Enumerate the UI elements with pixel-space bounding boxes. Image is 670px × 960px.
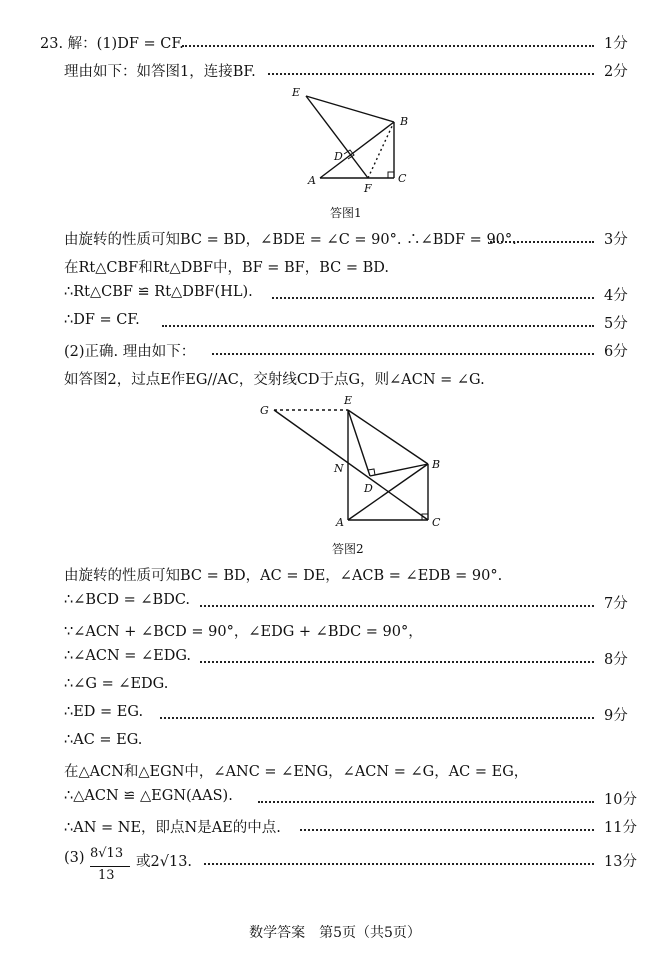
line-text: ∴AN = NE，即点N是AE的中点. bbox=[64, 820, 281, 836]
score: 3分 bbox=[604, 232, 628, 248]
part3-suffix: 或2√13. bbox=[136, 854, 193, 870]
leader-dots bbox=[300, 829, 594, 831]
score: 13分 bbox=[604, 854, 637, 870]
label-B: B bbox=[432, 458, 441, 471]
leader-dots bbox=[182, 45, 594, 47]
leader-dots bbox=[204, 863, 594, 865]
label-A: A bbox=[308, 174, 316, 187]
score: 1分 bbox=[604, 36, 628, 52]
answer-line bbox=[0, 760, 670, 786]
answer-line bbox=[0, 704, 670, 730]
score: 10分 bbox=[604, 792, 637, 808]
answer-line bbox=[0, 676, 670, 702]
leader-dots bbox=[272, 297, 594, 299]
label-C: C bbox=[398, 172, 407, 185]
answer-line bbox=[0, 228, 670, 254]
answer-line bbox=[0, 340, 670, 366]
leader-dots bbox=[212, 353, 594, 355]
answer-line bbox=[0, 312, 670, 338]
line-text: (2)正确. 理由如下： bbox=[64, 344, 196, 360]
score: 5分 bbox=[604, 316, 628, 332]
line-text: ∵∠ACN + ∠BCD = 90°，∠EDG + ∠BDC = 90°， bbox=[64, 624, 423, 640]
score: 8分 bbox=[604, 652, 628, 668]
line-text: 在△ACN和△EGN中，∠ANC = ∠ENG，∠ACN = ∠G，AC = EG， bbox=[64, 764, 529, 780]
figure-2-caption: 答图2 bbox=[332, 542, 364, 556]
answer-line bbox=[0, 732, 670, 758]
segment-ED bbox=[348, 410, 370, 476]
line-text: 理由如下：如答图1，连接BF. bbox=[64, 64, 256, 80]
leader-dots bbox=[200, 605, 594, 607]
label-D: D bbox=[334, 150, 343, 163]
leader-dots bbox=[258, 801, 594, 803]
answer-line bbox=[0, 788, 670, 814]
answer-line bbox=[0, 60, 670, 86]
score: 6分 bbox=[604, 344, 628, 360]
line-text: ∴∠BCD = ∠BDC. bbox=[64, 592, 191, 608]
label-N: N bbox=[334, 462, 344, 475]
line-text: ∴∠ACN = ∠EDG. bbox=[64, 648, 192, 664]
answer-line bbox=[0, 256, 670, 282]
label-F: F bbox=[364, 182, 372, 195]
segment-BF-dotted bbox=[368, 122, 394, 178]
leader-dots bbox=[268, 73, 594, 75]
segment-EB bbox=[306, 96, 394, 122]
figure-1-diagram bbox=[280, 84, 420, 198]
answer-line bbox=[0, 648, 670, 674]
score: 9分 bbox=[604, 708, 628, 724]
label-E: E bbox=[292, 86, 301, 99]
label-A: A bbox=[336, 516, 344, 529]
line-text: ∴DF = CF. bbox=[64, 312, 140, 328]
leader-dots bbox=[162, 325, 594, 327]
score: 7分 bbox=[604, 596, 628, 612]
page-footer: 数学答案 第5页（共5页） bbox=[249, 925, 421, 941]
line-text: 由旋转的性质可知BC = BD，AC = DE，∠ACB = ∠EDB = 90°. bbox=[64, 568, 503, 584]
line-text: ∴Rt△CBF ≌ Rt△DBF(HL). bbox=[64, 284, 253, 300]
line-text: 在Rt△CBF和Rt△DBF中，BF = BF，BC = BD. bbox=[64, 260, 390, 276]
leader-dots bbox=[490, 241, 594, 243]
line-text: ∴△ACN ≌ △EGN(AAS). bbox=[64, 788, 233, 804]
score: 4分 bbox=[604, 288, 628, 304]
segment-EB bbox=[348, 410, 428, 464]
figure-2-diagram bbox=[256, 392, 456, 538]
score: 2分 bbox=[604, 64, 628, 80]
label-C: C bbox=[432, 516, 441, 529]
answer-line bbox=[0, 284, 670, 310]
line-text: ∴AC = EG. bbox=[64, 732, 143, 748]
segment-GC bbox=[274, 410, 428, 520]
answer-line bbox=[0, 592, 670, 618]
answer-line bbox=[0, 816, 670, 842]
label-G: G bbox=[260, 404, 269, 417]
line-text: ∴ED = EG. bbox=[64, 704, 144, 720]
label-E: E bbox=[344, 394, 353, 407]
leader-dots bbox=[200, 661, 594, 663]
figure-1-caption: 答图1 bbox=[330, 206, 362, 220]
score: 11分 bbox=[604, 820, 637, 836]
answer-line bbox=[0, 620, 670, 646]
leader-dots bbox=[160, 717, 594, 719]
fraction-bar bbox=[90, 866, 130, 867]
fraction-denominator: 13 bbox=[98, 868, 115, 883]
line-text: 由旋转的性质可知BC = BD，∠BDE = ∠C = 90°. ∴∠BDF = 90°. bbox=[64, 232, 517, 248]
label-D: D bbox=[364, 482, 373, 495]
answer-line bbox=[0, 564, 670, 590]
answer-line bbox=[0, 368, 670, 394]
fraction-numerator: 8√13 bbox=[90, 846, 124, 861]
fraction bbox=[90, 846, 132, 886]
part3-prefix: (3) bbox=[64, 850, 85, 866]
answer-line bbox=[0, 32, 670, 58]
label-B: B bbox=[400, 115, 409, 128]
segment-AB bbox=[320, 122, 394, 178]
line-text: 如答图2，过点E作EG//AC，交射线CD于点G，则∠ACN = ∠G. bbox=[64, 372, 485, 388]
line-text: ∴∠G = ∠EDG. bbox=[64, 676, 169, 692]
answer-line-part3 bbox=[0, 846, 670, 883]
line-text: 23. 解：(1)DF = CF. bbox=[40, 36, 184, 52]
right-angle-mark-C bbox=[388, 172, 394, 178]
